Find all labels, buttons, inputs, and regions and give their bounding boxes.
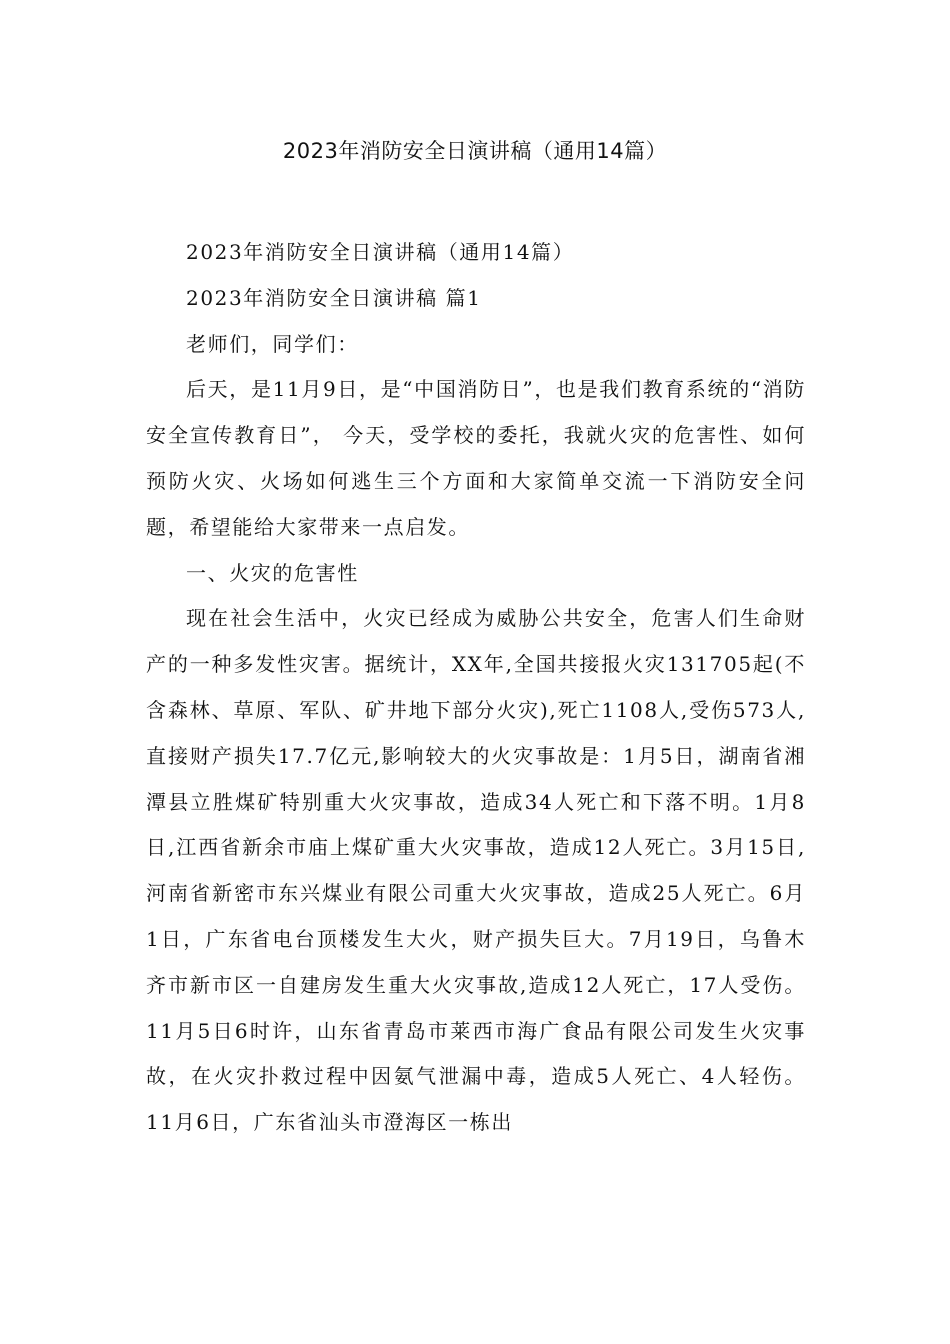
paragraph-statistics: 现在社会生活中，火灾已经成为威胁公共安全，危害人们生命财产的一种多发性灾害。据统计，XX年,全国共接报火灾131705起(不含森林、草原、军队、矿井地下部分火灾),死亡1108人,受伤573人,直接财产损失17.7亿元,影响较大的火灾事故是：1月5日，湖南省湘潭县立胜煤矿特别重大火灾事故，造成34人死亡和下落不明。1月8日,江西省新余市庙上煤矿重大火灾事故，造成12人死亡。3月15日,河南省新密市东兴煤业有限公司重大火灾事故，造成25人死亡。6月1日，广东省电台顶楼发生大火，财产损失巨大。7月19日，乌鲁木齐市新市区一自建房发生重大火灾事故,造成12人死亡，17人受伤。11月5日6时许，山东省青岛市莱西市海广食品有限公司发生火灾事故，在火灾扑救过程中因氨气泄漏中毒，造成5人死亡、4人轻伤。11月6日，广东省汕头市澄海区一栋出 — [146, 606, 806, 1135]
paragraph-heading-repeat: 2023年消防安全日演讲稿（通用14篇） — [186, 240, 575, 264]
document-body — [146, 230, 806, 1146]
paragraph-salutation: 老师们，同学们： — [186, 331, 359, 356]
paragraph-section-title: 2023年消防安全日演讲稿 篇1 — [186, 285, 482, 310]
paragraph-subheading: 一、火灾的危害性 — [186, 560, 359, 585]
paragraph-intro: 后天，是11月9日，是“中国消防日”，也是我们教育系统的“消防安全宣传教育日”， 今天，受学校的委托，我就火灾的危害性、如何预防火灾、火场如何逃生三个方面和大家简单交流一下消防安全问题，希望能给大家带来一点启发。 — [146, 377, 806, 539]
document-title: 2023年消防安全日演讲稿（通用14篇） — [282, 139, 668, 163]
